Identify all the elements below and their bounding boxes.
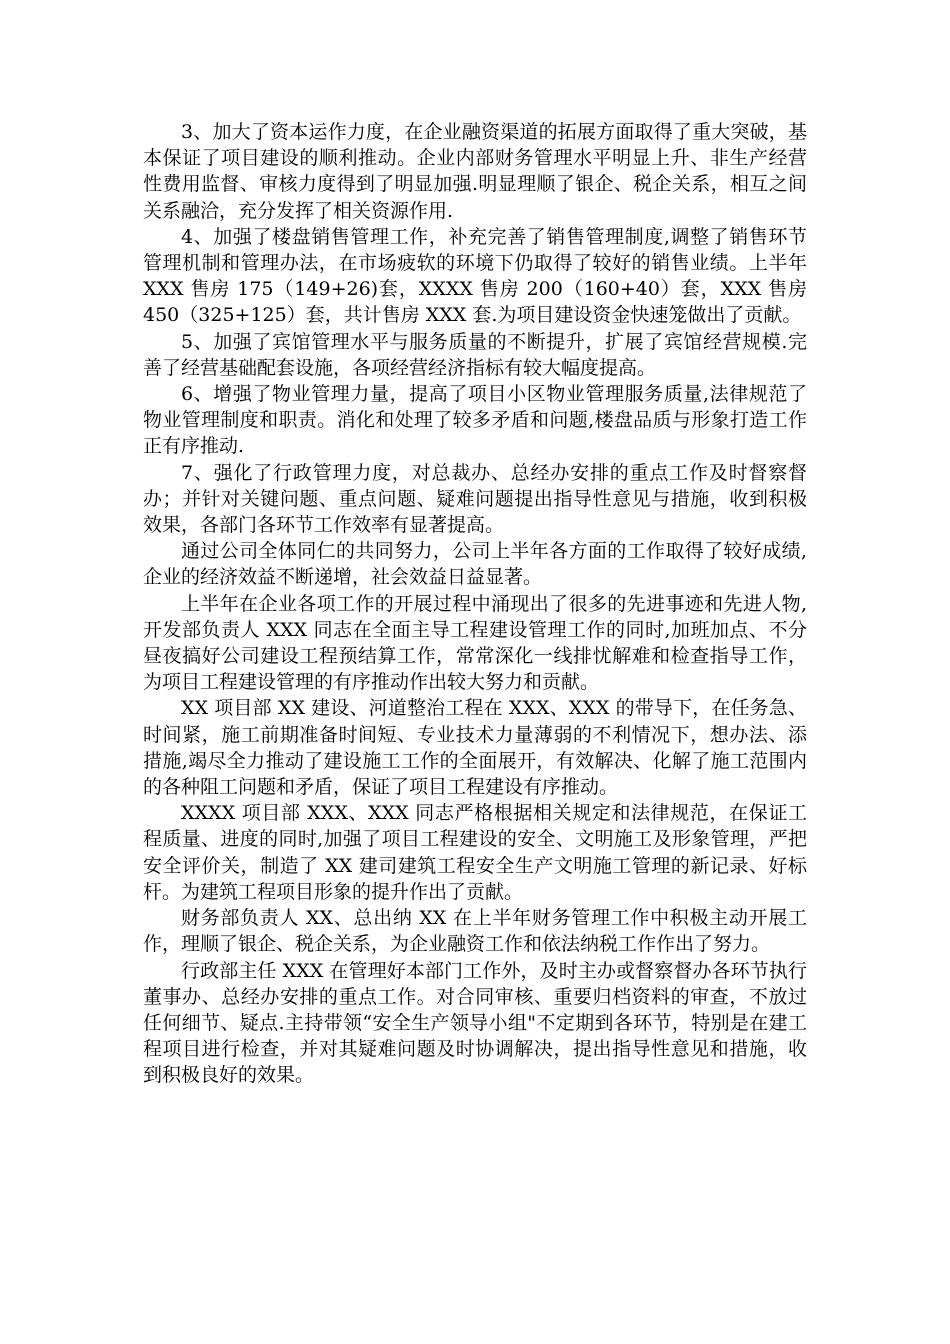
paragraph-xxxx-project-dept: XXXX 项目部 XXX、XXX 同志严格根据相关规定和法律规范，在保证工程质量、进度的同时,加强了项目工程建设的安全、文明施工及形象管理，严把安全评价关，制造了 XX 建司建筑工程安全生产文明施工管理的新记录、好标杆。为建筑工程项目形象的提升作出了贡献。 xyxy=(143,802,807,903)
paragraph-hotel-management: 5、加强了宾馆管理水平与服务质量的不断提升，扩展了宾馆经营规模.完善了经营基础配套设施，各项经营经济指标有较大幅度提高。 xyxy=(143,330,807,379)
paragraph-xx-project-dept: XX 项目部 XX 建设、河道整治工程在 XXX、XXX 的带导下，在任务急、时间紧，施工前期准备时间短、专业技术力量薄弱的不利情况下，想办法、添措施,竭尽全力推动了建设施工工作的全面展开，有效解决、化解了施工范围内的各种阻工问题和矛盾，保证了项目工程建设有序推动。 xyxy=(143,697,807,799)
paragraph-development-dept: 上半年在企业各项工作的开展过程中涌现出了很多的先进事迹和先进人物,开发部负责人 XXX 同志在全面主导工程建设管理工作的同时,加班加点、不分昼夜搞好公司建设工程预结算工作，常常深化一线排忧解难和检查指导工作，为项目工程建设管理的有序推动作出较大努力和贡献。 xyxy=(143,592,807,694)
paragraph-summary: 通过公司全体同仁的共同努力，公司上半年各方面的工作取得了较好成绩,企业的经济效益不断递增，社会效益日益显著。 xyxy=(143,540,807,589)
paragraph-capital-operation: 3、加大了资本运作力度，在企业融资渠道的拓展方面取得了重大突破，基本保证了项目建设的顺利推动。企业内部财务管理水平明显上升、非生产经营性费用监督、审核力度得到了明显加强.明显理顺了银企、税企关系，相互之间关系融洽，充分发挥了相关资源作用. xyxy=(143,121,807,222)
document-body xyxy=(143,119,807,1089)
paragraph-administrative-management: 7、强化了行政管理力度，对总裁办、总经办安排的重点工作及时督察督办；并针对关键问题、重点问题、疑难问题提出指导性意见与措施，收到积极效果，各部门各环节工作效率有显著提高。 xyxy=(143,461,807,537)
paragraph-property-management: 6、增强了物业管理力量，提高了项目小区物业管理服务质量,法律规范了物业管理制度和职责。消化和处理了较多矛盾和问题,楼盘品质与形象打造工作正有序推动. xyxy=(143,383,807,458)
paragraph-finance-dept: 财务部负责人 XX、总出纳 XX 在上半年财务管理工作中积极主动开展工作，理顺了银企、税企关系，为企业融资工作和依法纳税工作作出了努力。 xyxy=(143,907,807,956)
paragraph-admin-dept: 行政部主任 XXX 在管理好本部门工作外，及时主办或督察督办各环节执行董事办、总经办安排的重点工作。对合同审核、重要归档资料的审查，不放过任何细节、疑点.主持带领“安全生产领导小组"不定期到各环节，特别是在建工程项目进行检查，并对其疑难问题及时协调解决，提出指导性意见和措施，收到积极良好的效果。 xyxy=(143,959,807,1087)
paragraph-sales-management: 4、加强了楼盘销售管理工作，补充完善了销售管理制度,调整了销售环节管理机制和管理办法，在市场疲软的环境下仍取得了较好的销售业绩。上半年 XXX 售房 175（149+26)套，XXXX 售房 200（160+40）套，XXX 售房 450（325+125）套，共计售房 XXX 套.为项目建设资金快速笼做出了贡献。 xyxy=(143,225,807,327)
